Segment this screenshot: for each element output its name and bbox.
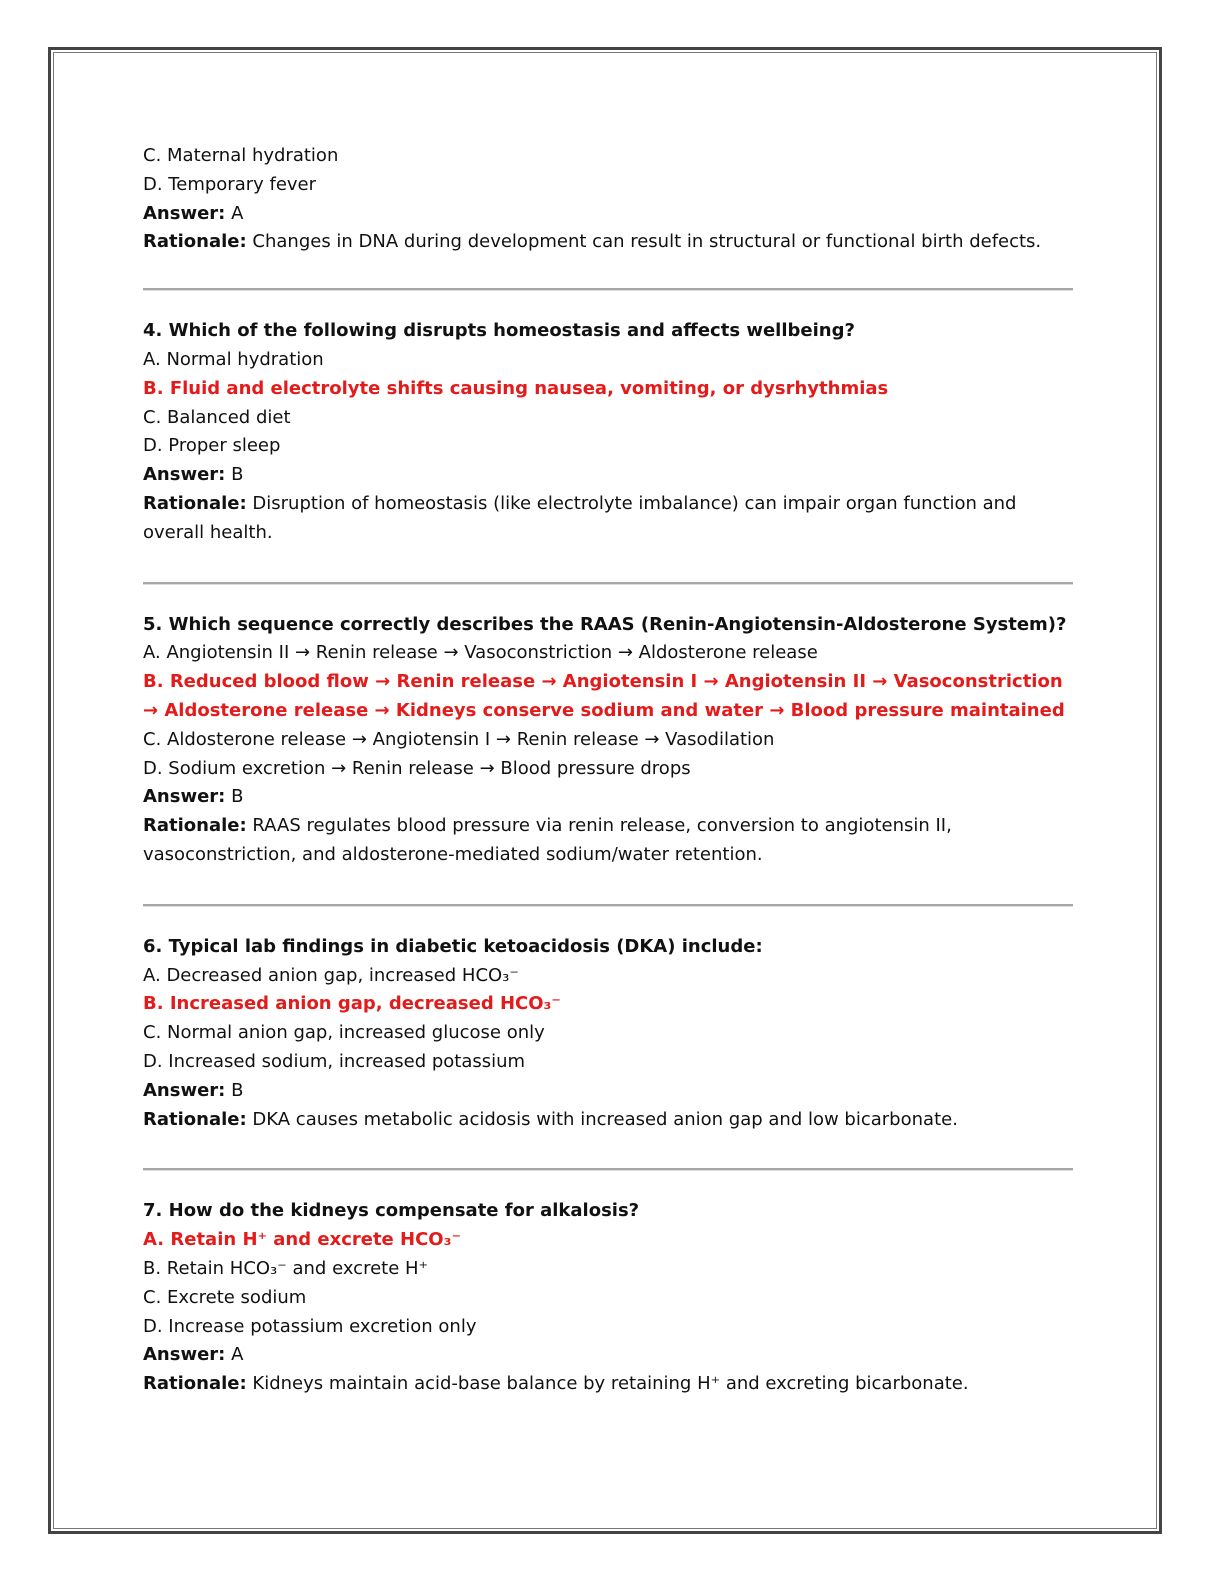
rationale-text: Kidneys maintain acid-base balance by retaining H⁺ and excreting bicarbonate. (246, 1373, 969, 1395)
q6-option-b-correct: B. Increased anion gap, decreased HCO₃⁻ (143, 993, 561, 1015)
q7-option-a-correct: A. Retain H⁺ and excrete HCO₃⁻ (143, 1229, 461, 1251)
q4-option-b-correct: B. Fluid and electrolyte shifts causing nausea, vomiting, or dysrhythmias (143, 377, 889, 399)
q3-answer (143, 200, 1073, 229)
q5-option-b-correct: B. Reduced blood flow → Renin release → Angiotensin I → Angiotensin II → Vasoconstriction → Aldosterone release → Kidneys conserve sodium and water → Blood pressure maintained (143, 671, 1065, 721)
q7-option-b: B. Retain HCO₃⁻ and excrete H⁺ (143, 1257, 429, 1279)
answer-value: B (225, 1079, 244, 1101)
q5-option-d: D. Sodium excretion → Renin release → Blood pressure drops (143, 757, 691, 779)
question-5 (143, 611, 1073, 870)
answer-label: Answer: (143, 1079, 226, 1101)
section-divider (143, 904, 1073, 907)
rationale-label: Rationale: (143, 1108, 247, 1130)
q7-question: 7. How do the kidneys compensate for alkalosis? (143, 1200, 640, 1222)
rationale-text: Changes in DNA during development can result in structural or functional birth defects. (246, 231, 1042, 253)
q4-option-c: C. Balanced diet (143, 406, 291, 428)
section-divider (143, 288, 1073, 291)
question-6 (143, 933, 1073, 1135)
q5-rationale (143, 812, 1073, 870)
q5-option-c: C. Aldosterone release → Angiotensin I → Renin release → Vasodilation (143, 728, 775, 750)
q6-option-a: A. Decreased anion gap, increased HCO₃⁻ (143, 964, 519, 986)
section-divider (143, 582, 1073, 585)
section-divider (143, 1168, 1073, 1171)
q4-option-a: A. Normal hydration (143, 348, 324, 370)
q5-answer (143, 783, 1073, 812)
rationale-label: Rationale: (143, 815, 247, 837)
rationale-text: Disruption of homeostasis (like electrolyte imbalance) can impair organ function and overall health. (143, 492, 1017, 543)
document-content (143, 142, 1073, 1399)
q4-question: 4. Which of the following disrupts homeostasis and affects wellbeing? (143, 320, 855, 342)
q5-question: 5. Which sequence correctly describes the RAAS (Renin-Angiotensin-Aldosterone System)? (143, 613, 1067, 635)
q6-answer (143, 1077, 1073, 1106)
rationale-label: Rationale: (143, 231, 247, 253)
answer-label: Answer: (143, 786, 226, 808)
rationale-label: Rationale: (143, 1373, 247, 1395)
q7-rationale (143, 1370, 1073, 1399)
q4-rationale (143, 490, 1073, 548)
q3-option-c: C. Maternal hydration (143, 145, 339, 166)
q6-option-d: D. Increased sodium, increased potassium (143, 1050, 526, 1072)
answer-value: A (225, 1344, 244, 1366)
rationale-text: RAAS regulates blood pressure via renin release, conversion to angiotensin II, vasoconstriction, and aldosterone-mediated sodium/water retention. (143, 815, 952, 865)
question-4 (143, 317, 1073, 547)
q4-option-d: D. Proper sleep (143, 435, 281, 457)
q3-option-d: D. Temporary fever (143, 173, 317, 195)
q7-option-d: D. Increase potassium excretion only (143, 1315, 477, 1337)
q7-answer (143, 1341, 1073, 1370)
answer-value: A (225, 202, 244, 224)
q5-option-a: A. Angiotensin II → Renin release → Vasoconstriction → Aldosterone release (143, 642, 818, 664)
answer-value: B (225, 464, 244, 486)
q3-rationale (143, 228, 1073, 257)
answer-label: Answer: (143, 202, 226, 224)
q6-option-c: C. Normal anion gap, increased glucose only (143, 1022, 545, 1044)
q4-answer (143, 461, 1073, 490)
question-3 (143, 142, 1073, 257)
answer-label: Answer: (143, 464, 226, 486)
q7-option-c: C. Excrete sodium (143, 1286, 307, 1308)
q6-rationale (143, 1106, 1073, 1135)
question-7 (143, 1197, 1073, 1399)
answer-label: Answer: (143, 1344, 226, 1366)
answer-value: B (225, 786, 244, 808)
rationale-label: Rationale: (143, 492, 247, 514)
q6-question: 6. Typical lab findings in diabetic ketoacidosis (DKA) include: (143, 935, 763, 957)
rationale-text: DKA causes metabolic acidosis with increased anion gap and low bicarbonate. (246, 1108, 958, 1130)
